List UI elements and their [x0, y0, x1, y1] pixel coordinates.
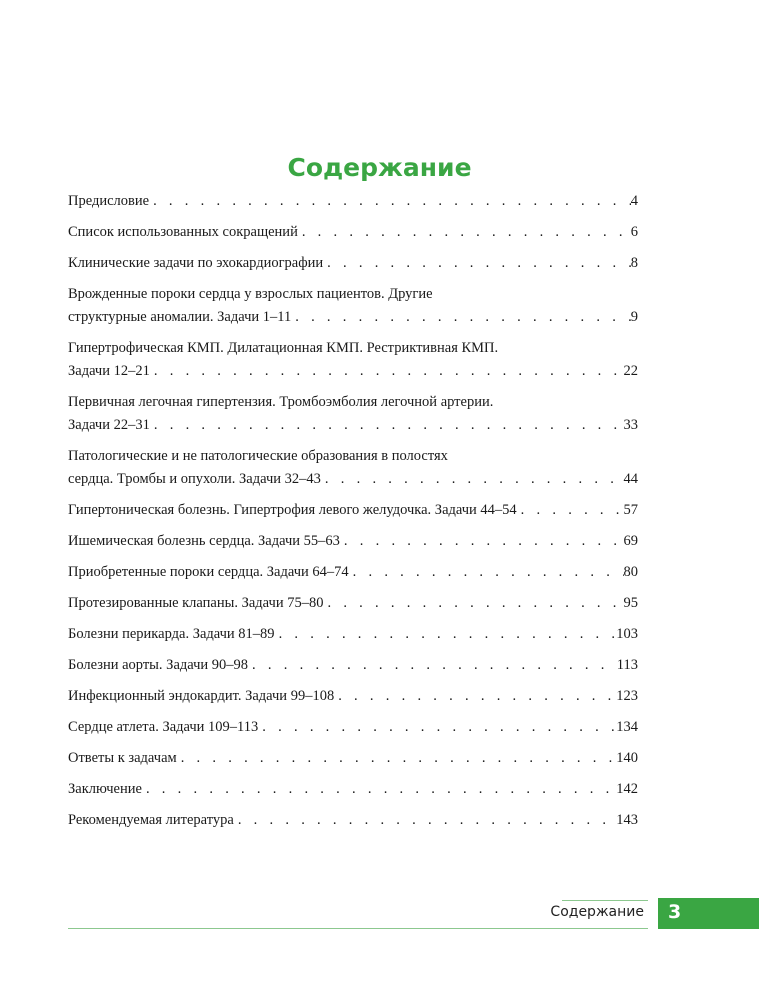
dot-leader: [177, 747, 617, 770]
dot-leader: [258, 716, 616, 739]
dot-leader: [298, 221, 631, 244]
toc-page-number: 8: [630, 255, 638, 271]
toc-entry[interactable]: [68, 778, 638, 801]
dot-leader: [517, 499, 624, 522]
toc-entry[interactable]: [68, 716, 638, 739]
toc-entry[interactable]: [68, 283, 638, 329]
page-title: Содержание: [287, 152, 472, 182]
toc-entry-title: Инфекционный эндокардит. Задачи 99–108: [68, 688, 335, 704]
toc-entry[interactable]: [68, 391, 638, 437]
toc-entry[interactable]: [68, 654, 638, 677]
footer-divider: [68, 928, 648, 929]
toc-page-number: 134: [616, 719, 638, 735]
toc-page-number: 80: [623, 564, 638, 580]
footer-top-divider: [562, 900, 648, 901]
dot-leader: [150, 414, 624, 437]
toc-entry-title: Болезни аорты. Задачи 90–98: [68, 657, 249, 673]
toc-entry-title: Рекомендуемая литература: [68, 812, 234, 828]
dot-leader: [248, 654, 617, 677]
toc-page-number: 44: [623, 471, 638, 487]
dot-leader: [334, 685, 616, 708]
page-number: 3: [668, 901, 682, 923]
table-of-contents: [68, 190, 638, 840]
toc-page-number: 143: [616, 812, 638, 828]
dot-leader: [142, 778, 616, 801]
dot-leader: [149, 190, 631, 213]
toc-entry-title: Болезни перикарда. Задачи 81–89: [68, 626, 275, 642]
toc-entry-title: Ишемическая болезнь сердца. Задачи 55–63: [68, 533, 340, 549]
toc-entry[interactable]: [68, 337, 638, 383]
toc-entry[interactable]: [68, 685, 638, 708]
toc-entry[interactable]: [68, 445, 638, 491]
toc-entry-title: Ответы к задачам: [68, 750, 177, 766]
toc-entry-title: сердца. Тромбы и опухоли. Задачи 32–43: [68, 471, 321, 487]
toc-entry-title-line1: Патологические и не патологические образования в полостях: [68, 448, 448, 464]
toc-entry-title: Предисловие: [68, 193, 150, 209]
toc-entry[interactable]: [68, 252, 638, 275]
toc-page-number: 142: [616, 781, 638, 797]
toc-page-number: 95: [623, 595, 638, 611]
toc-entry-title-line1: Гипертрофическая КМП. Дилатационная КМП. Рестриктивная КМП.: [68, 340, 499, 356]
toc-page-number: 4: [630, 193, 638, 209]
dot-leader: [340, 530, 624, 553]
toc-page-number: 69: [623, 533, 638, 549]
toc-page-number: 140: [616, 750, 638, 766]
toc-entry-title: Гипертоническая болезнь. Гипертрофия левого желудочка. Задачи 44–54: [68, 502, 517, 518]
toc-entry-title: Приобретенные пороки сердца. Задачи 64–74: [68, 564, 349, 580]
toc-entry[interactable]: [68, 623, 638, 646]
toc-entry[interactable]: [68, 190, 638, 213]
toc-entry-title-line1: Врожденные пороки сердца у взрослых пациентов. Другие: [68, 286, 433, 302]
toc-page-number: 57: [623, 502, 638, 518]
toc-page-number: 103: [616, 626, 638, 642]
toc-entry-title-line1: Первичная легочная гипертензия. Тромбоэмболия легочной артерии.: [68, 394, 494, 410]
toc-entry[interactable]: [68, 530, 638, 553]
toc-entry-title: Сердце атлета. Задачи 109–113: [68, 719, 259, 735]
toc-entry[interactable]: [68, 499, 638, 522]
toc-page-number: 22: [623, 363, 638, 379]
toc-entry-title: структурные аномалии. Задачи 1–11: [68, 309, 292, 325]
dot-leader: [349, 561, 624, 584]
toc-entry-title: Заключение: [68, 781, 142, 797]
dot-leader: [321, 468, 624, 491]
dot-leader: [234, 809, 616, 832]
toc-entry[interactable]: [68, 809, 638, 832]
footer-section-label: Содержание: [550, 904, 644, 920]
toc-entry[interactable]: [68, 561, 638, 584]
page-number-badge: [658, 898, 759, 929]
dot-leader: [150, 360, 624, 383]
dot-leader: [291, 306, 631, 329]
toc-entry[interactable]: [68, 747, 638, 770]
dot-leader: [323, 592, 623, 615]
dot-leader: [275, 623, 617, 646]
toc-entry-title: Список использованных сокращений: [68, 224, 298, 240]
toc-page-number: 6: [630, 224, 638, 240]
toc-page-number: 33: [623, 417, 638, 433]
toc-entry[interactable]: [68, 221, 638, 244]
toc-page-number: 9: [630, 309, 638, 325]
toc-entry-title: Задачи 12–21: [68, 363, 150, 379]
toc-entry[interactable]: [68, 592, 638, 615]
toc-page-number: 123: [616, 688, 638, 704]
toc-page-number: 113: [616, 657, 638, 673]
dot-leader: [323, 252, 631, 275]
toc-entry-title: Клинические задачи по эхокардиографии: [68, 255, 324, 271]
toc-entry-title: Задачи 22–31: [68, 417, 150, 433]
toc-entry-title: Протезированные клапаны. Задачи 75–80: [68, 595, 324, 611]
